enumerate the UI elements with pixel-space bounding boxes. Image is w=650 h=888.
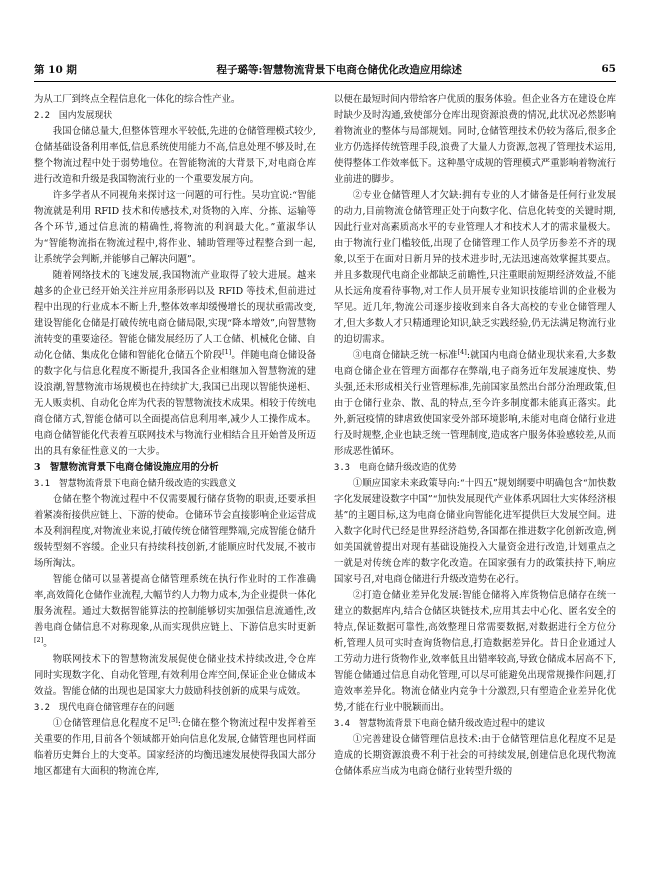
paragraph: [34, 572, 316, 652]
left-column: [34, 92, 316, 780]
citation-4: [4]: [457, 347, 467, 356]
page-header: [34, 60, 616, 78]
section-heading-2-2: 2.2 国内发展现状: [34, 111, 113, 121]
paragraph: 物联网技术下的智慧物流发展促使仓储业技术持续改进,令仓库同时实现数字化、自动化管理,有效利用仓库空间,保证企业仓储成本效益。智能仓储的出现也是国家大力鼓励科技创新的成果与成效。: [34, 654, 316, 697]
paragraph: 许多学者从不同视角来探讨这一问题的可行性。吴功宜说:“智能物流就是利用 RFID 技术和传感技术,对货物的入库、分拣、运输等各个环节,通过信息流的精确性,将物流的利润最大化。”董淑华认为“智能物流指在物流过程中,将作业、辅助管理等过程整合到一起,让系统学会判断,并能够自己解决问题”。: [34, 190, 316, 265]
right-column: [334, 92, 616, 780]
issue-number: 第 10 期: [34, 63, 77, 76]
paragraph: ②专业仓储管理人才欠缺:拥有专业的人才储备是任何行业发展的动力,目前物流仓储管理正处于向数字化、信息化转变的关键时期,因此行业对高素质高水平的专业管理人才和技术人才的需求量极大。由于物流行业门槛较低,出现了仓储管理工作人员学历参差不齐的现象,以至于在面对日新月异的技术进步时,无法迅速高效掌握其要点。并且多数现代电商企业都缺乏前瞻性,只注重眼前短期经济效益,不能从长远角度看待事物,对工作人员开展专业知识技能培训的企业极为罕见。近几年,物流公司逐步接收到来自各大高校的专业仓储管理人才,但大多数人才只精通理论知识,缺乏实践经验,仍无法满足物流行业的迫切需求。: [334, 190, 616, 345]
paragraph-text: 。伴随电商仓储设备的数字化与信息化程度不断提升,我国各企业相继加入智慧物流的建设浪潮,智慧物流市场规模也在持续扩大,我国已出现以智能快递柜、无人贩卖机、自动化仓库为代表的智慧物流技术成果。相较于传统电商仓储方式,智能仓储可以全面提高信息利用率,减少人工操作成本。电商仓储智能化代表着互联网技术与物流行业相结合且开始普及所迈出的具有象征性意义的一大步。: [34, 350, 316, 457]
section-heading-3-2: 3.2 现代电商仓储管理存在的问题: [34, 703, 175, 713]
header-rule: [34, 81, 616, 82]
paragraph: ①完善建设仓储管理信息技术:由于仓储管理信息化程度不足是造成的长期资源浪费不利于社会的可持续发展,创建信息化现代物流仓储体系应当成为电商仓储行业转型升级的: [334, 734, 616, 777]
section-heading-3-4: 3.4 智慧物流背景下电商仓储升级改造过程中的建议: [334, 719, 546, 729]
paragraph: ①顺应国家未来政策导向:“十四五”规划纲要中明确包含“加快数字化发展建设数字中国”“加快发展现代产业体系巩固壮大实体经济根基”的主题目标,这为电商仓储业向智能化进军提供巨大发展空间。进入数字化时代已经是世界经济趋势,各国都在推进数字化创新改造,例如美国就曾提出对现有基础设施投入大量资金进行改造,计划重点之一就是对传统仓库的数字化改造。在国家强有力的政策扶持下,响应国家号召,对电商仓储进行升级改造势在必行。: [334, 478, 616, 585]
paragraph-text: ③电商仓储缺乏统一标准: [352, 350, 458, 361]
paragraph: 以便在最短时间内带给客户优质的服务体验。但企业各方在建设仓库时缺少及时沟通,致使部分仓库出现资源浪费的情况,此状况必然影响着物流业的整体与局部规划。同时,仓储管理技术仍较为落后,很多企业方仍选择传统管理手段,浪费了大量人力资源,忽视了管理技术运用,使得整体工作效率低下。这种墨守成规的管理模式严重影响着物流行业前进的脚步。: [334, 94, 616, 185]
page-number: 65: [601, 63, 616, 75]
paragraph-text: 随着网络技术的飞速发展,我国物流产业取得了较大进展。越来越多的企业已经开始关注并应用条形码以及 RFID 等技术,但前进过程中出现的行业成本不断上升,整体效率却缓慢增长的现状亟需改变,建设智能化仓储是打破传统电商仓储局限,实现“降本增效”,向智慧物流转变的重要途径。智能仓储发展经历了人工仓储、机械化仓储、自动化仓储、集成化仓储和智能化仓储五个阶段: [34, 270, 316, 361]
paragraph-text: :仓储在整个物流过程中发挥着至关重要的作用,目前各个领域都开始向信息化发展,仓储管理也同样面临着历史舞台上的大变革。国家经济的均衡迅速发展使得我国大部分地区都建有大面积的物流仓库,: [34, 718, 316, 777]
paragraph: [334, 348, 616, 460]
paragraph-text: ①仓储管理信息化程度不足: [52, 718, 169, 729]
paragraph: ②打造仓储业差异化发展:智能仓储将入库货物信息储存在统一建立的数据库内,结合仓储区块链技术,应用其去中心化、匿名安全的特点,保证数据可靠性,高效整理日常需要数据,对数据进行全方位分析,管理人员可实时查询货物信息,打造数据差异化。昔日企业通过人工劳动力进行货物作业,效率低且出错率较高,导致仓储成本居高不下,智能仓储通过信息自动化管理,可以尽可能避免出现常规操作问题,打造效率差异化。物流仓储业内竞争十分激烈,只有塑造企业差异化优势,才能在行业中脱颖而出。: [334, 590, 616, 713]
paragraph-text: 智能仓储可以显著提高仓储管理系统在执行作业时的工作准确率,高效简化仓储作业流程,大幅节约人力物力成本,为企业提供一体化服务流程。通过大数据智能算法的控制能够切实加强信息流通性,改善电商仓储信息不对称现象,从而实现供应链上、下游信息实时更新: [34, 574, 316, 633]
paragraph: [34, 268, 316, 460]
paragraph: 仓储在整个物流过程中不仅需要履行储存货物的职责,还要承担着紧凑衔接供应链上、下游的使命。仓储环节会直接影响企业运营成本及利润程度,对物流业来说,打破传统仓储管理弊端,完成智能仓储升级转型刻不容缓。企业只有持续科技创新,才能顺应时代发展,不被市场所淘汰。: [34, 494, 316, 569]
paragraph-text: 。: [43, 638, 53, 649]
paragraph: 我国仓储总量大,但整体管理水平较低,先进的仓储管理模式较少,仓储基础设备利用率低,信息系统使用能力不高,信息处理不够及时,在整个物流过程中处于弱势地位。在智能物流的大背景下,对电商仓库进行改造和升级是我国物流行业的一个重要发展方向。: [34, 126, 316, 185]
section-heading-3-1: 3.1 智慧物流背景下电商仓储升级改造的实践意义: [34, 479, 237, 489]
citation-1: [1]: [222, 347, 232, 356]
paragraph: 为从工厂到终点全程信息化一体化的综合性产业。: [34, 94, 241, 105]
section-heading-3-3: 3.3 电商仓储升级改造的优势: [334, 463, 457, 473]
section-heading-3: 3 智慧物流背景下电商仓储设施应用的分析: [34, 462, 219, 473]
paragraph: [34, 716, 316, 780]
citation-3: [3]: [168, 715, 178, 724]
running-title: 程子璐等:智慧物流背景下电商仓储优化改造应用综述: [216, 63, 462, 76]
citation-2: [2]: [34, 635, 44, 644]
paragraph-text: :就国内电商仓储业现状来看,大多数电商仓储企业在管理方面都存在弊端,电子商务近年发展速度快、势头强,还未形成相关行业管理标准,先前国家虽然出台部分治理政策,但由于仓储行业杂、散、乱的特点,至今许多制度都未能真正落实。此外,新冠疫情的肆虐致使国家受外部环境影响,未能对电商仓储行业进行及时规整,企业也缺乏统一管理制度,造成客户服务体验感较差,从而形成恶性循环。: [334, 350, 616, 457]
